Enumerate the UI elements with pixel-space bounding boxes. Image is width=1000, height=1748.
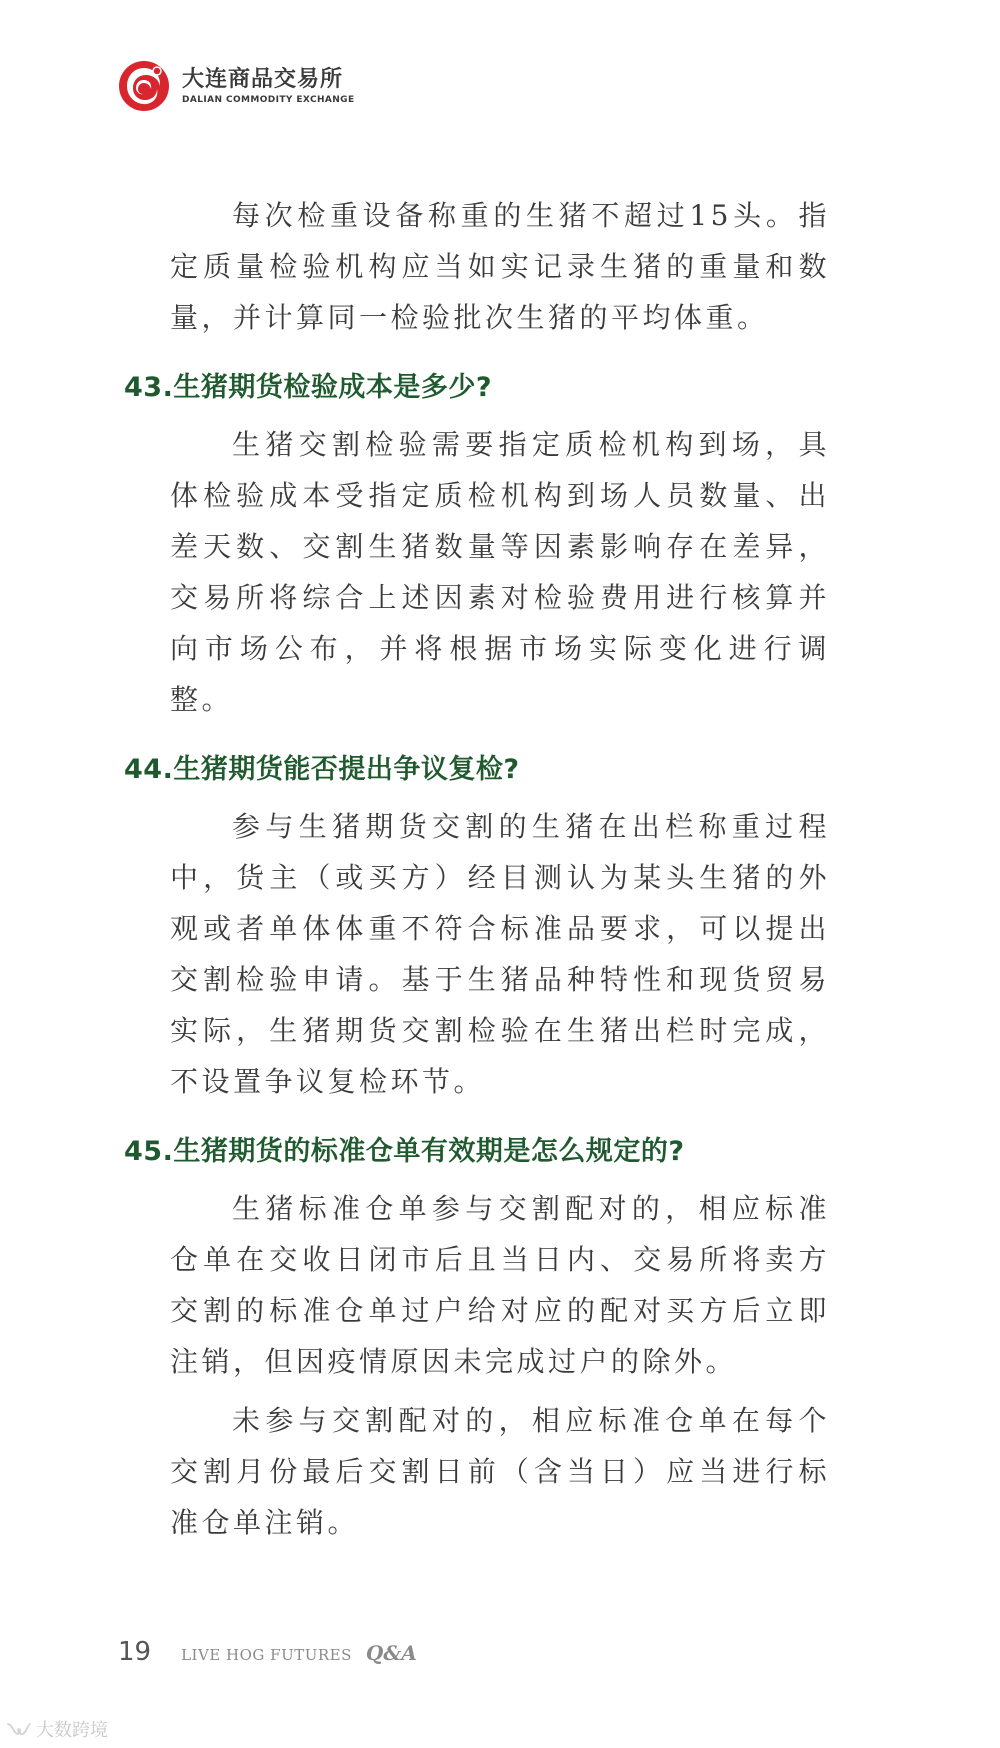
watermark-text: 大数跨境 (36, 1720, 108, 1741)
intro-paragraph: 每次检重设备称重的生猪不超过15头。指定质量检验机构应当如实记录生猪的重量和数量，并计算同一检验批次生猪的平均体重。 (170, 199, 830, 334)
watermark (6, 1716, 108, 1742)
logo-english-name: DALIAN COMMODITY EXCHANGE (182, 94, 355, 105)
question-45-answer-1: 生猪标准仓单参与交割配对的，相应标准仓单在交收日闭市后且当日内、交易所将卖方交割的标准仓单过户给对应的配对买方后立即注销，但因疫情原因未完成过户的除外。 (170, 1192, 830, 1378)
question-43-heading: 43.生猪期货检验成本是多少? (124, 372, 492, 403)
question-45-answer-2: 未参与交割配对的，相应标准仓单在每个交割月份最后交割日前（含当日）应当进行标准仓单注销。 (170, 1404, 830, 1539)
page-footer (118, 1637, 417, 1667)
footer-qa: Q&A (365, 1641, 417, 1665)
question-43-answer: 生猪交割检验需要指定质检机构到场，具体检验成本受指定质检机构到场人员数量、出差天数、交割生猪数量等因素影响存在差异，交易所将综合上述因素对检验费用进行核算并向市场公布，并将根据市场实际变化进行调整。 (170, 428, 830, 716)
page-number: 19 (118, 1637, 152, 1667)
wechat-channel-icon (6, 1720, 32, 1738)
logo-text (182, 67, 355, 106)
question-44-heading: 44.生猪期货能否提出争议复检? (124, 754, 520, 785)
question-44-answer: 参与生猪期货交割的生猪在出栏称重过程中，货主（或买方）经目测认为某头生猪的外观或者单体体重不符合标准品要求，可以提出交割检验申请。基于生猪品种特性和现货贸易实际，生猪期货交割检验在生猪出栏时完成，不设置争议复检环节。 (170, 810, 830, 1098)
page-header (116, 56, 355, 116)
footer-title: LIVE HOG FUTURES (181, 1646, 352, 1664)
logo-chinese-name: 大连商品交易所 (182, 66, 344, 92)
question-45-heading: 45.生猪期货的标准仓单有效期是怎么规定的? (124, 1136, 685, 1167)
article-body (124, 190, 830, 1548)
exchange-logo-icon (116, 58, 172, 114)
